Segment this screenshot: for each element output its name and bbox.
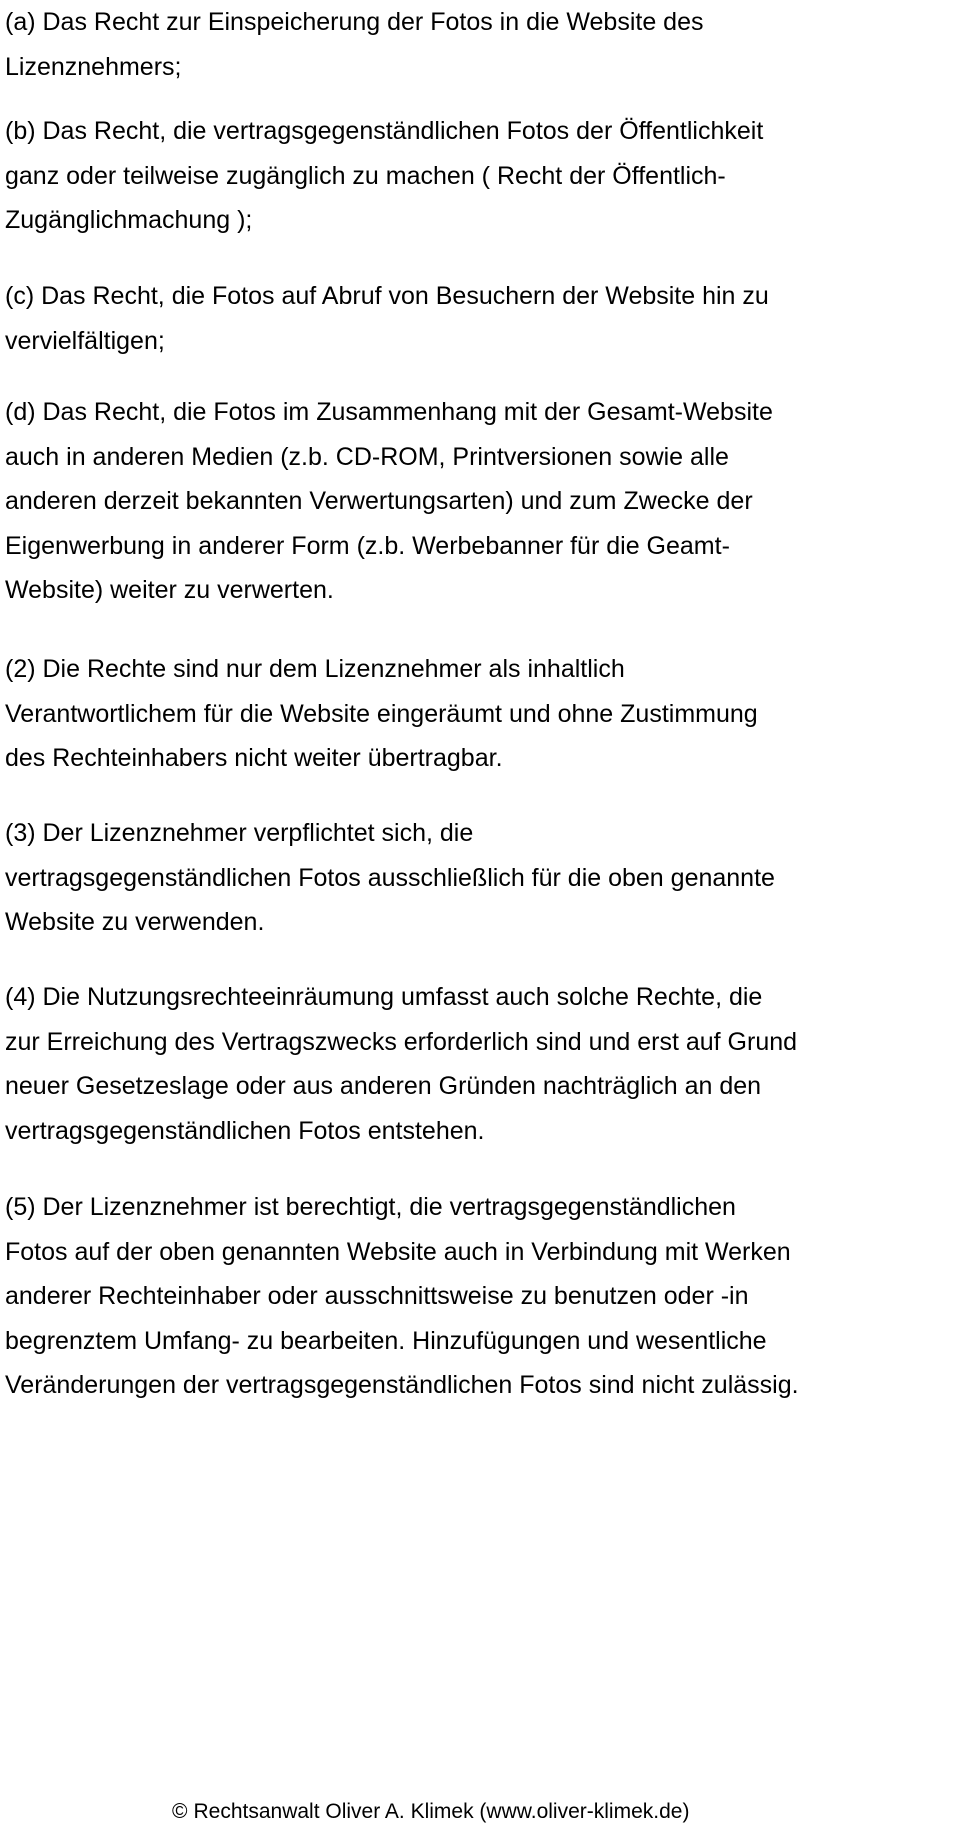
paragraph-line: Website zu verwenden. (5, 908, 265, 936)
paragraph-line: Lizenznehmers; (5, 52, 182, 81)
paragraph-line: neuer Gesetzeslage oder aus anderen Gründen nachträglich an den (5, 1072, 762, 1100)
paragraph-line: Eigenwerbung in anderer Form (z.b. Werbebanner für die Geamt- (5, 531, 730, 560)
paragraph-line: des Rechteinhabers nicht weiter übertragbar. (5, 744, 503, 772)
paragraph-3 (5, 811, 775, 945)
page-footer (172, 1798, 689, 1826)
footer-text: Rechtsanwalt Oliver A. Klimek (www.oliver-klimek.de) (193, 1800, 690, 1823)
paragraph-line: (a) Das Recht zur Einspeicherung der Fotos in die Website des (5, 8, 704, 36)
paragraph-line: (4) Die Nutzungsrechteeinräumung umfasst auch solche Rechte, die (5, 983, 763, 1011)
paragraph-line: auch in anderen Medien (z.b. CD-ROM, Printversionen sowie alle (5, 442, 729, 471)
paragraph-line: anderen derzeit bekannten Verwertungsarten) und zum Zwecke der (5, 487, 753, 515)
paragraph-line: vertragsgegenständlichen Fotos entstehen. (5, 1116, 485, 1145)
paragraph-2 (5, 647, 758, 781)
paragraph-line: Veränderungen der vertragsgegenständlichen Fotos sind nicht zulässig. (5, 1371, 799, 1399)
paragraph-line: (d) Das Recht, die Fotos im Zusammenhang mit der Gesamt-Website (5, 398, 773, 426)
paragraph-line: vervielfältigen; (5, 326, 165, 355)
paragraph-b (5, 109, 763, 243)
paragraph-line: Website) weiter zu verwerten. (5, 576, 334, 604)
paragraph-line: ganz oder teilweise zugänglich zu machen ( Recht der Öffentlich- (5, 161, 726, 190)
paragraph-line: begrenztem Umfang- zu bearbeiten. Hinzufügungen und wesentliche (5, 1326, 767, 1355)
paragraph-line: anderer Rechteinhaber oder ausschnittsweise zu benutzen oder -in (5, 1282, 749, 1310)
paragraph-line: (2) Die Rechte sind nur dem Lizenznehmer als inhaltlich (5, 655, 625, 683)
paragraph-line: Zugänglichmachung ); (5, 206, 253, 234)
paragraph-line: (c) Das Recht, die Fotos auf Abruf von Besuchern der Website hin zu (5, 282, 769, 310)
copyright-icon: © (172, 1800, 188, 1823)
paragraph-line: (3) Der Lizenznehmer verpflichtet sich, die (5, 819, 474, 847)
paragraph-line: zur Erreichung des Vertragszwecks erforderlich sind und erst auf Grund (5, 1027, 798, 1056)
paragraph-c (5, 274, 769, 363)
paragraph-4 (5, 975, 797, 1153)
paragraph-line: vertragsgegenständlichen Fotos ausschließlich für die oben genannte (5, 863, 775, 892)
paragraph-line: (5) Der Lizenznehmer ist berechtigt, die vertragsgegenständlichen (5, 1193, 736, 1221)
paragraph-a (5, 0, 704, 89)
paragraph-line: Verantwortlichem für die Website eingeräumt und ohne Zustimmung (5, 699, 758, 728)
paragraph-line: Fotos auf der oben genannten Website auch in Verbindung mit Werken (5, 1237, 791, 1266)
paragraph-line: (b) Das Recht, die vertragsgegenständlichen Fotos der Öffentlichkeit (5, 117, 764, 145)
paragraph-5 (5, 1185, 799, 1408)
paragraph-d (5, 390, 773, 613)
